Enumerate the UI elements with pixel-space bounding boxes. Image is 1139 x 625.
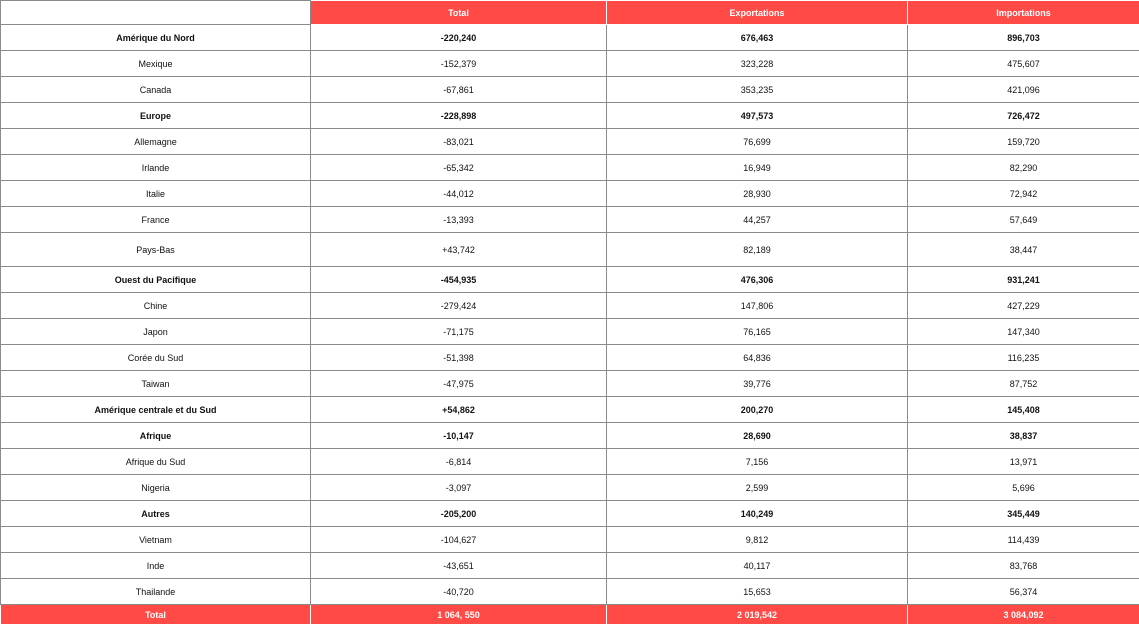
header-exportations: Exportations (607, 1, 908, 25)
header-row (1, 1, 1139, 25)
row-imports: 82,290 (908, 155, 1139, 181)
row-name: Taiwan (1, 371, 311, 397)
region-row (1, 25, 1139, 51)
row-total: -454,935 (311, 267, 607, 293)
table-body (1, 25, 1139, 605)
row-imports: 56,374 (908, 579, 1139, 605)
row-exports: 9,812 (607, 527, 908, 553)
row-exports: 147,806 (607, 293, 908, 319)
row-imports: 38,837 (908, 423, 1139, 449)
row-name: Thailande (1, 579, 311, 605)
row-name: Corée du Sud (1, 345, 311, 371)
row-exports: 476,306 (607, 267, 908, 293)
row-total: -104,627 (311, 527, 607, 553)
row-imports: 726,472 (908, 103, 1139, 129)
row-total: +43,742 (311, 233, 607, 267)
row-total: -47,975 (311, 371, 607, 397)
row-name: Vietnam (1, 527, 311, 553)
row-total: -6,814 (311, 449, 607, 475)
row-name: Afrique du Sud (1, 449, 311, 475)
row-imports: 114,439 (908, 527, 1139, 553)
row-name: Amérique centrale et du Sud (1, 397, 311, 423)
row-exports: 39,776 (607, 371, 908, 397)
row-name: Mexique (1, 51, 311, 77)
row-exports: 200,270 (607, 397, 908, 423)
header-importations: Importations (908, 1, 1139, 25)
country-row (1, 293, 1139, 319)
row-exports: 40,117 (607, 553, 908, 579)
row-total: -228,898 (311, 103, 607, 129)
row-total: -40,720 (311, 579, 607, 605)
row-exports: 7,156 (607, 449, 908, 475)
row-exports: 323,228 (607, 51, 908, 77)
row-total: -220,240 (311, 25, 607, 51)
row-exports: 76,165 (607, 319, 908, 345)
row-imports: 427,229 (908, 293, 1139, 319)
region-row (1, 397, 1139, 423)
row-total: -83,021 (311, 129, 607, 155)
row-total: -3,097 (311, 475, 607, 501)
header-blank-cell (1, 1, 311, 25)
row-exports: 76,699 (607, 129, 908, 155)
row-name: Italie (1, 181, 311, 207)
row-name: Nigeria (1, 475, 311, 501)
row-exports: 82,189 (607, 233, 908, 267)
country-row (1, 77, 1139, 103)
footer-total-row (1, 605, 1139, 625)
row-name: Allemagne (1, 129, 311, 155)
country-row (1, 233, 1139, 267)
row-exports: 15,653 (607, 579, 908, 605)
footer-imports: 3 084,092 (908, 605, 1139, 625)
row-name: Afrique (1, 423, 311, 449)
row-imports: 931,241 (908, 267, 1139, 293)
row-total: -10,147 (311, 423, 607, 449)
row-imports: 159,720 (908, 129, 1139, 155)
row-name: Japon (1, 319, 311, 345)
row-total: -51,398 (311, 345, 607, 371)
row-imports: 147,340 (908, 319, 1139, 345)
country-row (1, 371, 1139, 397)
row-exports: 28,690 (607, 423, 908, 449)
row-total: -65,342 (311, 155, 607, 181)
country-row (1, 527, 1139, 553)
country-row (1, 553, 1139, 579)
row-exports: 140,249 (607, 501, 908, 527)
footer-label: Total (1, 605, 311, 625)
country-row (1, 319, 1139, 345)
country-row (1, 207, 1139, 233)
row-imports: 475,607 (908, 51, 1139, 77)
row-name: Pays-Bas (1, 233, 311, 267)
row-total: -152,379 (311, 51, 607, 77)
footer-exports: 2 019,542 (607, 605, 908, 625)
country-row (1, 449, 1139, 475)
row-name: Ouest du Pacifique (1, 267, 311, 293)
row-imports: 38,447 (908, 233, 1139, 267)
row-exports: 2,599 (607, 475, 908, 501)
region-row (1, 501, 1139, 527)
row-imports: 87,752 (908, 371, 1139, 397)
row-total: -205,200 (311, 501, 607, 527)
footer-total: 1 064, 550 (311, 605, 607, 625)
row-imports: 57,649 (908, 207, 1139, 233)
country-row (1, 51, 1139, 77)
row-name: Amérique du Nord (1, 25, 311, 51)
row-total: -44,012 (311, 181, 607, 207)
row-imports: 13,971 (908, 449, 1139, 475)
row-exports: 16,949 (607, 155, 908, 181)
row-total: -67,861 (311, 77, 607, 103)
row-exports: 497,573 (607, 103, 908, 129)
row-name: France (1, 207, 311, 233)
country-row (1, 129, 1139, 155)
row-total: -43,651 (311, 553, 607, 579)
header-total: Total (311, 1, 607, 25)
country-row (1, 475, 1139, 501)
row-imports: 145,408 (908, 397, 1139, 423)
country-row (1, 345, 1139, 371)
row-imports: 83,768 (908, 553, 1139, 579)
row-total: -71,175 (311, 319, 607, 345)
row-name: Irlande (1, 155, 311, 181)
row-imports: 116,235 (908, 345, 1139, 371)
row-imports: 345,449 (908, 501, 1139, 527)
row-name: Canada (1, 77, 311, 103)
region-row (1, 423, 1139, 449)
row-exports: 676,463 (607, 25, 908, 51)
row-exports: 44,257 (607, 207, 908, 233)
row-imports: 896,703 (908, 25, 1139, 51)
row-imports: 5,696 (908, 475, 1139, 501)
country-row (1, 181, 1139, 207)
country-row (1, 155, 1139, 181)
row-imports: 421,096 (908, 77, 1139, 103)
row-exports: 353,235 (607, 77, 908, 103)
row-name: Chine (1, 293, 311, 319)
row-name: Europe (1, 103, 311, 129)
country-row (1, 579, 1139, 605)
region-row (1, 267, 1139, 293)
row-exports: 28,930 (607, 181, 908, 207)
region-row (1, 103, 1139, 129)
row-name: Inde (1, 553, 311, 579)
row-total: -13,393 (311, 207, 607, 233)
row-total: -279,424 (311, 293, 607, 319)
row-imports: 72,942 (908, 181, 1139, 207)
row-exports: 64,836 (607, 345, 908, 371)
row-total: +54,862 (311, 397, 607, 423)
row-name: Autres (1, 501, 311, 527)
